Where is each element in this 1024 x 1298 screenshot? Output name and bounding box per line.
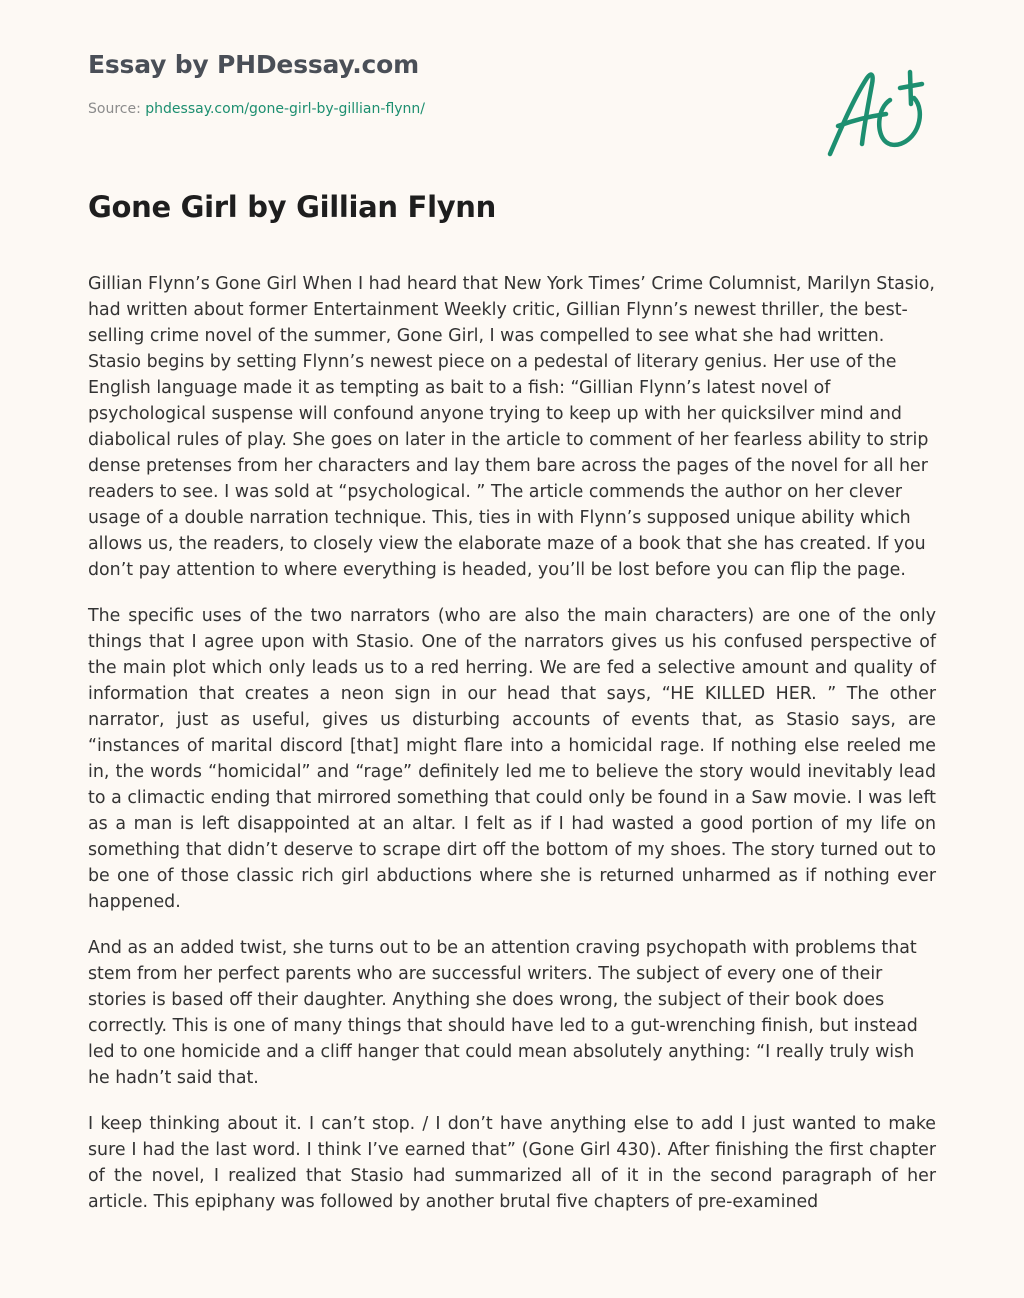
essay-paragraph: And as an added twist, she turns out to be an attention craving psychopath with problems that stem from her perfect parents who are successful writers. The subject of every one of their stories is based off their daughter. Anything she does wrong, the subject of their book does correctly. This is one of many things that should have led to a gut-wrenching finish, but instead led to one homicide and a cliff hanger that could mean absolutely anything: “I really truly wish he hadn’t said that. [88,938,918,1088]
source-label: Source: [88,101,141,117]
a-plus-grade-icon [820,64,932,162]
essay-paragraph: I keep thinking about it. I can’t stop. / I don’t have anything else to add I just wanted to make sure I had the last word. I think I’ve earned that” (Gone Girl 430). After finishing the first chapter of the novel, I realized that Stasio had summarized all of it in the second paragraph of her article. This epiphany was followed by another brutal five chapters of pre-examined [88,1114,936,1212]
essay-title: Gone Girl by Gillian Flynn [88,190,496,224]
site-brand: Essay by PHDessay.com [88,50,419,79]
essay-body [88,271,936,1235]
essay-paragraph: Gillian Flynn’s Gone Girl When I had heard that New York Times’ Crime Columnist, Marilyn Stasio, had written about former Entertainment Weekly critic, Gillian Flynn’s newest thriller, the best-selling crime novel of the summer, Gone Girl, I was compelled to see what she had written. Stasio begins by setting Flynn’s newest piece on a pedestal of literary genius. Her use of the English language made it as tempting as bait to a fish: “Gillian Flynn’s latest novel of psychological suspense will confound anyone trying to keep up with her quicksilver mind and diabolical rules of play. She goes on later in the article to comment of her fearless ability to strip dense pretenses from her characters and lay them bare across the pages of the novel for all her readers to see. I was sold at “psychological. ” The article commends the author on her clever usage of a double narration technique. This, ties in with Flynn’s supposed unique ability which allows us, the readers, to closely view the elaborate maze of a book that she has created. If you don’t pay attention to where everything is headed, you’ll be lost before you can flip the page. [88,274,935,580]
essay-paragraph: The specific uses of the two narrators (who are also the main characters) are one of the only things that I agree upon with Stasio. One of the narrators gives us his confused perspective of the main plot which only leads us to a red herring. We are fed a selective amount and quality of information that creates a neon sign in our head that says, “HE KILLED HER. ” The other narrator, just as useful, gives us disturbing accounts of events that, as Stasio says, are “instances of marital discord [that] might flare into a homicidal rage. If nothing else reeled me in, the words “homicidal” and “rage” definitely led me to believe the story would inevitably lead to a climactic ending that mirrored something that could only be found in a Saw movie. I was left as a man is left disappointed at an altar. I felt as if I had wasted a good portion of my life on something that didn’t deserve to scrape dirt off the bottom of my shoes. The story turned out to be one of those classic rich girl abductions where she is returned unharmed as if nothing ever happened. [88,606,936,912]
source-link[interactable]: phdessay.com/gone-girl-by-gillian-flynn/ [145,101,426,117]
source-line [88,101,425,117]
